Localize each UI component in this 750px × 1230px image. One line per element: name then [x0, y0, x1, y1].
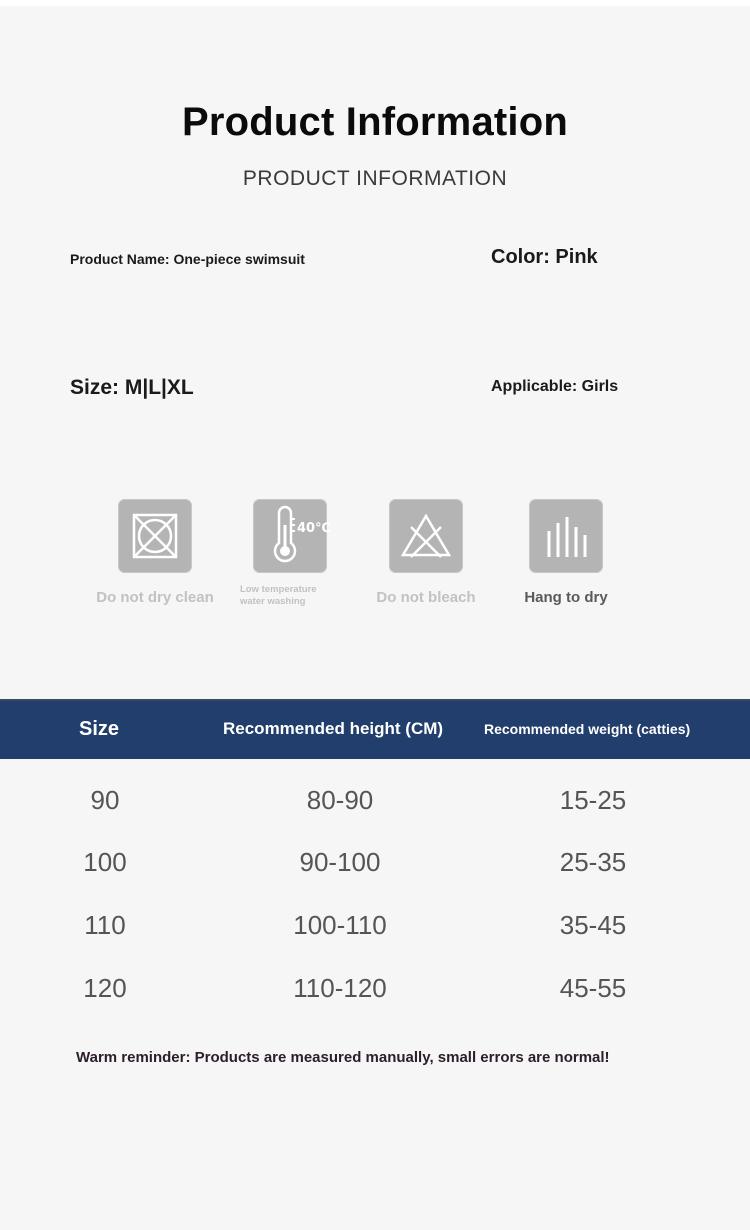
cell-weight: 25-35: [559, 847, 627, 877]
product-color: Color: Pink: [491, 246, 598, 268]
care-label: Hang to dry: [524, 589, 608, 606]
cell-height: 80-90: [306, 785, 374, 815]
care-label: Do not dry clean: [96, 589, 214, 606]
care-label: Do not bleach: [376, 589, 476, 606]
care-label: Low temperature water washing: [240, 584, 317, 607]
top-strip: [0, 0, 750, 6]
no-bleach-icon: [389, 499, 463, 573]
cell-weight: 45-55: [559, 973, 627, 1003]
header-weight: Recommended weight (catties): [484, 721, 691, 737]
table-row: [0, 910, 750, 950]
product-name: Product Name: One-piece swimsuit: [70, 251, 305, 267]
cell-size: 100: [83, 847, 127, 877]
page-subtitle: PRODUCT INFORMATION: [242, 167, 508, 190]
page-title: Product Information: [181, 100, 568, 144]
cell-size: 90: [90, 785, 120, 815]
product-applicable: Applicable: Girls: [491, 378, 619, 395]
cell-size: 120: [83, 973, 127, 1003]
table-row: [0, 785, 750, 825]
cell-height: 110-120: [293, 973, 387, 1003]
cell-height: 100-110: [293, 910, 387, 940]
product-size: Size: M|L|XL: [70, 376, 194, 399]
cell-size: 110: [84, 910, 126, 940]
header-height: Recommended height (CM): [223, 719, 444, 738]
table-row: [0, 973, 750, 1013]
cell-weight: 35-45: [559, 910, 627, 940]
warm-reminder: Warm reminder: Products are measured manually, small errors are normal!: [76, 1049, 610, 1066]
hang-dry-icon: [529, 499, 603, 573]
care-item-no-bleach: [346, 499, 506, 606]
care-item-hang-dry: [486, 499, 646, 606]
size-table-header: [0, 699, 750, 759]
table-row: [0, 847, 750, 887]
low-temperature-wash-icon: [253, 499, 331, 573]
cell-height: 90-100: [299, 847, 381, 877]
cell-weight: 15-25: [559, 785, 627, 815]
temperature-text: 40℃: [297, 521, 331, 536]
no-dry-clean-icon: [118, 499, 192, 573]
header-size: Size: [79, 718, 120, 740]
